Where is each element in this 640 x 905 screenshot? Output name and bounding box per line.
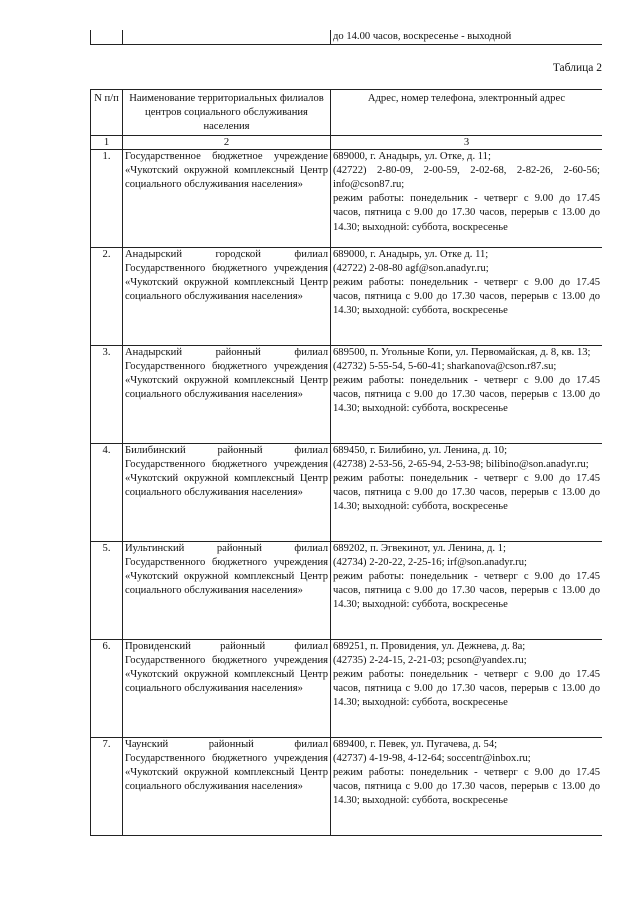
branch-address: 689202, п. Эгвекинот, ул. Ленина, д. 1; <box>333 542 506 554</box>
branch-contacts <box>331 639 603 737</box>
branch-schedule: режим работы: понедельник - четверг с 9.00 до 17.45 часов, пятница с 9.00 до 17.30 часов, перерыв с 13.00 до 14.30; выходной: суббота, воскресенье <box>333 669 600 709</box>
row-number: 2. <box>91 247 123 345</box>
branch-address: 689450, г. Билибино, ул. Ленина, д. 10; <box>333 444 508 456</box>
branches-table <box>90 89 602 836</box>
column-number: 2 <box>123 135 331 149</box>
row-number: 3. <box>91 345 123 443</box>
branch-address: 689400, г. Певек, ул. Пугачева, д. 54; <box>333 738 498 750</box>
branch-address: 689500, п. Угольные Копи, ул. Первомайская, д. 8, кв. 13; <box>333 346 591 358</box>
branch-address: 689000, г. Анадырь, ул. Отке, д. 11; <box>333 150 491 162</box>
branch-schedule: режим работы: понедельник - четверг с 9.00 до 17.45 часов, пятница с 9.00 до 17.30 часов, перерыв с 13.00 до 14.30; выходной: суббота, воскресенье <box>333 571 600 611</box>
row-number: 4. <box>91 443 123 541</box>
column-number: 1 <box>91 135 123 149</box>
branch-contacts: (42732) 5-55-54, 5-60-41; sharkanova@cson.r87.su; <box>333 360 557 372</box>
branch-name: Билибинский районный филиал Государственного бюджетного учреждения «Чукотский окружной комплексный Центр социального обслуживания населения» <box>123 443 331 541</box>
table-row <box>91 737 603 835</box>
branch-name: Государственное бюджетное учреждение «Чукотский окружной комплексный Центр социального обслуживания населения» <box>123 149 331 247</box>
row-number: 7. <box>91 737 123 835</box>
table-row <box>91 541 603 639</box>
branch-contacts <box>331 443 603 541</box>
branch-address: 689251, п. Провидения, ул. Дежнева, д. 8а; <box>333 640 526 652</box>
branch-name: Иультинский районный филиал Государственного бюджетного учреждения «Чукотский окружной комплексный Центр социального обслуживания населения» <box>123 541 331 639</box>
branch-contacts <box>331 737 603 835</box>
table-row <box>91 247 603 345</box>
table-row <box>91 30 603 45</box>
table-row <box>91 639 603 737</box>
table-row <box>91 443 603 541</box>
branch-contacts <box>331 247 603 345</box>
branch-contacts: (42735) 2-24-15, 2-21-03; pcson@yandex.ru; <box>333 654 527 666</box>
branch-address: 689000, г. Анадырь, ул. Отке д. 11; <box>333 248 489 260</box>
branch-contacts: (42737) 4-19-98, 4-12-64; soccentr@inbox.ru; <box>333 752 531 764</box>
table-header-row <box>91 90 603 136</box>
column-numbers-row <box>91 135 603 149</box>
branch-schedule: режим работы: понедельник - четверг с 9.00 до 17.45 часов, пятница с 9.00 до 17.30 часов, перерыв с 13.00 до 14.30; выходной: суббота, воскресенье <box>333 473 600 513</box>
row-number: 1. <box>91 149 123 247</box>
branch-contacts <box>331 541 603 639</box>
table-caption: Таблица 2 <box>552 62 602 74</box>
branch-contacts: (42722) 2-08-80 agf@son.anadyr.ru; <box>333 262 489 274</box>
schedule-fragment: до 14.00 часов, воскресенье - выходной <box>331 30 603 45</box>
table-cell <box>123 30 331 45</box>
branch-contacts: (42734) 2-20-22, 2-25-16; irf@son.anadyr.ru; <box>333 556 527 568</box>
header-name: Наименование территориальных филиалов центров социального обслуживания населения <box>123 90 331 136</box>
branch-contacts: (42722) 2-80-09, 2-00-59, 2-02-68, 2-82-26, 2-60-56; info@cson87.ru; <box>333 164 600 191</box>
branch-contacts: (42738) 2-53-56, 2-65-94, 2-53-98; bilibino@son.anadyr.ru; <box>333 458 589 470</box>
branch-schedule: режим работы: понедельник - четверг с 9.00 до 17.45 часов, пятница с 9.00 до 17.30 часов, перерыв с 13.00 до 14.30; выходной: суббота, воскресенье <box>333 375 600 415</box>
branch-contacts <box>331 149 603 247</box>
column-number: 3 <box>331 135 603 149</box>
row-number: 5. <box>91 541 123 639</box>
previous-table-fragment <box>90 30 602 45</box>
branch-name: Чаунский районный филиал Государственного бюджетного учреждения «Чукотский окружной комплексный Центр социального обслуживания населения» <box>123 737 331 835</box>
branch-schedule: режим работы: понедельник - четверг с 9.00 до 17.45 часов, пятница с 9.00 до 17.30 часов, перерыв с 13.00 до 14.30; выходной: суббота, воскресенье <box>333 277 600 317</box>
branch-schedule: режим работы: понедельник - четверг с 9.00 до 17.45 часов, пятница с 9.00 до 17.30 часов, перерыв с 13.00 до 14.30; выходной: суббота, воскресенье <box>333 767 600 807</box>
table-cell <box>91 30 123 45</box>
header-address: Адрес, номер телефона, электронный адрес <box>331 90 603 136</box>
header-number: N п/п <box>91 90 123 136</box>
branch-name: Анадырский районный филиал Государственного бюджетного учреждения «Чукотский окружной комплексный Центр социального обслуживания населения» <box>123 345 331 443</box>
branch-schedule: режим работы: понедельник - четверг с 9.00 до 17.45 часов, пятница с 9.00 до 17.30 часов, перерыв с 13.00 до 14.30; выходной: суббота, воскресенье <box>333 193 600 233</box>
branch-contacts <box>331 345 603 443</box>
table-row <box>91 345 603 443</box>
branch-name: Провиденский районный филиал Государственного бюджетного учреждения «Чукотский окружной комплексный Центр социального обслуживания населения» <box>123 639 331 737</box>
row-number: 6. <box>91 639 123 737</box>
branch-name: Анадырский городской филиал Государственного бюджетного учреждения «Чукотский окружной комплексный Центр социального обслуживания населения» <box>123 247 331 345</box>
table-row <box>91 149 603 247</box>
